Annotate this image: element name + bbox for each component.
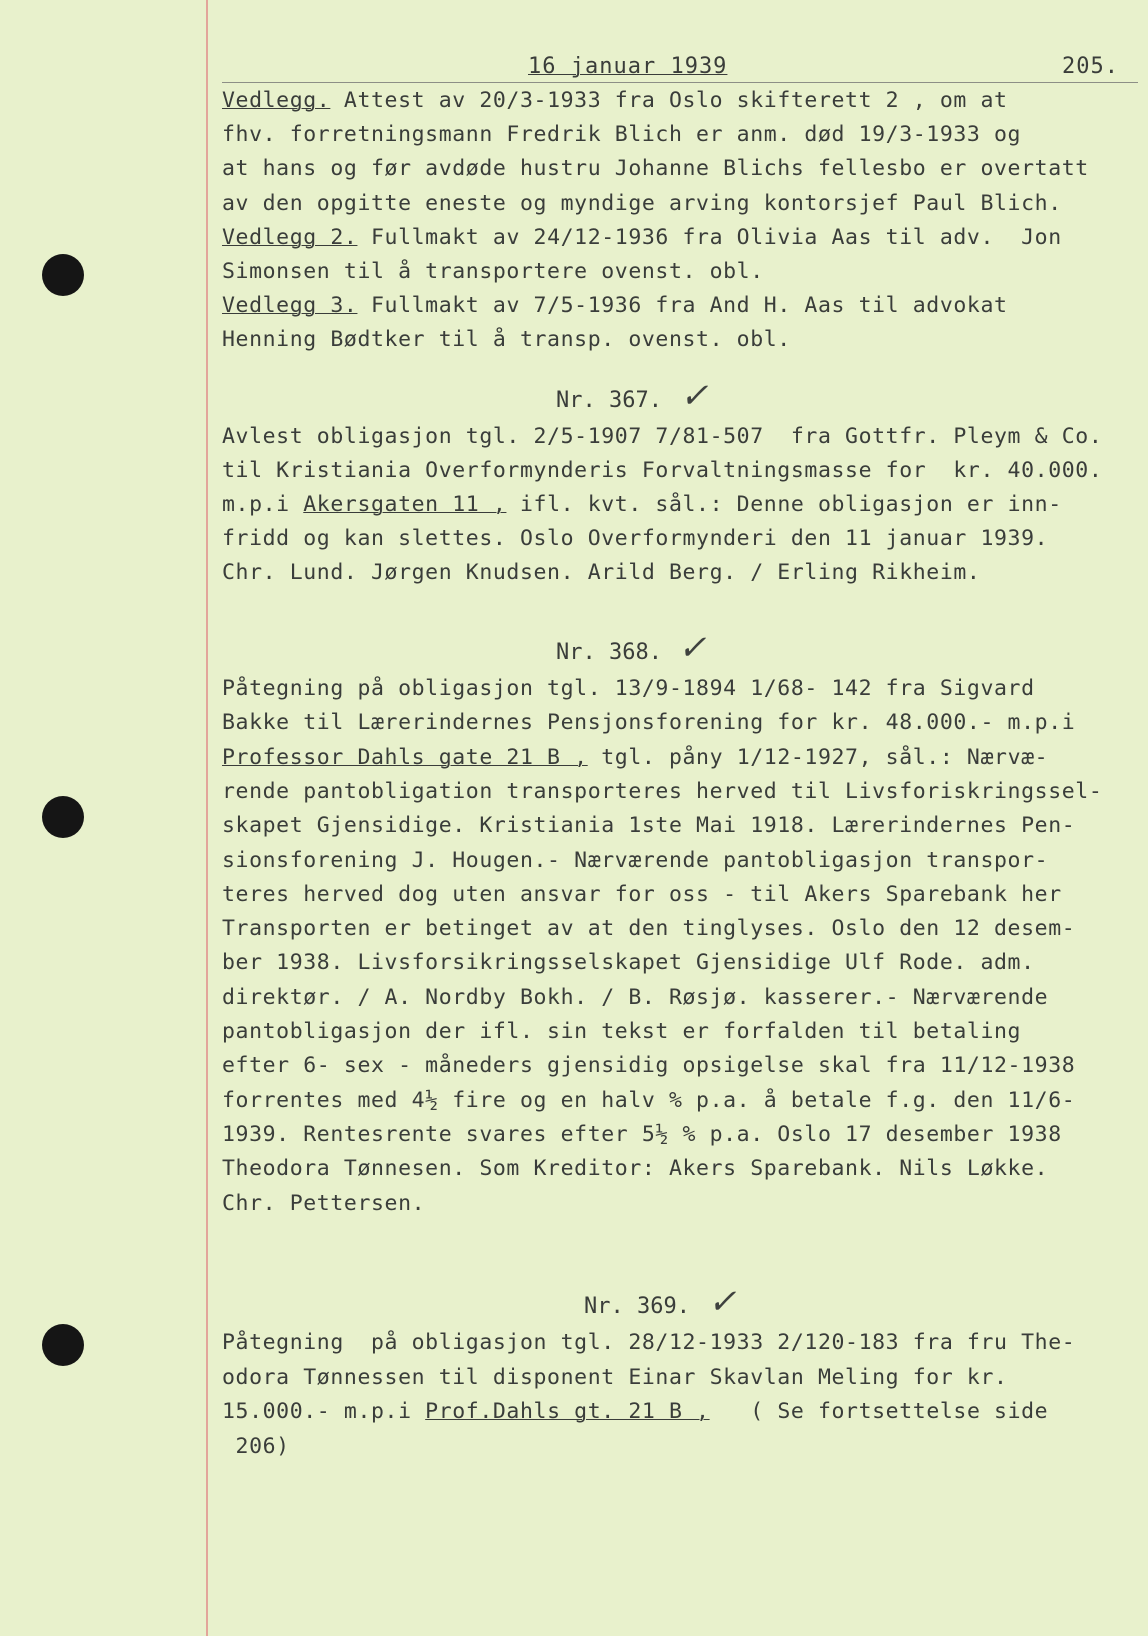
text-line — [222, 1019, 1132, 1044]
text-span: Theodora Tønnesen. Som Kreditor: Akers Sparebank. Nils Løkke. — [222, 1156, 1049, 1182]
text-line — [222, 560, 1132, 585]
binder-hole — [42, 254, 84, 296]
text-line — [222, 88, 1132, 113]
text-line — [222, 293, 1132, 318]
text-span: m.p.i — [222, 492, 304, 517]
text-line — [222, 779, 1132, 804]
underlined-text: Professor Dahls gate 21 B , — [222, 744, 588, 770]
text-line — [222, 1122, 1132, 1147]
text-line — [222, 1191, 1132, 1216]
text-span: Chr. Pettersen. — [222, 1190, 426, 1216]
checkmark-icon: ✓ — [708, 1282, 737, 1322]
text-line — [222, 424, 1132, 449]
text-line — [222, 191, 1132, 216]
entry-heading: Nr. 367. — [556, 388, 662, 413]
text-span: Påtegning på obligasjon tgl. 28/12-1933 2/120-183 fra fru The- — [222, 1330, 1076, 1355]
text-span: skapet Gjensidige. Kristiania 1ste Mai 1918. Lærerindernes Pen- — [222, 813, 1076, 839]
checkmark-icon: ✓ — [678, 628, 707, 668]
text-span: av den opgitte eneste og myndige arving kontorsjef Paul Blich. — [222, 190, 1062, 216]
text-line — [222, 327, 1132, 352]
text-span: pantobligasjon der ifl. sin tekst er forfalden til betaling — [222, 1019, 1022, 1044]
text-line — [222, 985, 1132, 1010]
entry-heading: Nr. 368. — [556, 640, 662, 665]
text-line — [222, 950, 1132, 975]
text-span: 15.000.- m.p.i — [222, 1399, 426, 1424]
text-span: Påtegning på obligasjon tgl. 13/9-1894 1/68- 142 fra Sigvard — [222, 676, 1035, 701]
text-span: odora Tønnessen til disponent Einar Skavlan Meling for kr. — [222, 1364, 1008, 1390]
text-line — [222, 1330, 1132, 1355]
text-line — [222, 1434, 1132, 1459]
text-line — [222, 156, 1132, 181]
text-span: Simonsen til å transportere ovenst. obl. — [222, 259, 764, 284]
text-span: Attest av 20/3-1933 fra Oslo skifterett 2 , om at — [330, 88, 1008, 113]
text-line — [222, 1053, 1132, 1078]
text-line — [222, 882, 1132, 907]
text-line — [222, 813, 1132, 838]
text-span: Transporten er betinget av at den tinglyses. Oslo den 12 desem- — [222, 916, 1076, 942]
text-line — [222, 225, 1132, 250]
text-line — [222, 745, 1132, 770]
binder-hole — [42, 796, 84, 838]
text-span: til Kristiania Overformynderis Forvaltningsmasse for kr. 40.000. — [222, 458, 1103, 483]
text-line — [222, 1088, 1132, 1113]
text-line — [222, 122, 1132, 147]
text-span: at hans og før avdøde hustru Johanne Blichs fellesbo er overtatt — [222, 156, 1089, 182]
underlined-text: Vedlegg. — [222, 88, 331, 113]
header-rule — [222, 82, 1138, 83]
text-span: ifl. kvt. sål.: Denne obligasjon er inn- — [506, 492, 1062, 517]
text-span: efter 6- sex - måneders gjensidig opsigelse skal fra 11/12-1938 — [222, 1053, 1076, 1079]
underlined-text: Akersgaten 11 , — [303, 492, 507, 517]
underlined-text: Prof.Dahls gt. 21 B , — [425, 1399, 710, 1424]
text-span: tgl. påny 1/12-1927, sål.: Nærvæ- — [587, 744, 1049, 770]
text-line — [222, 458, 1132, 483]
entry-heading: Nr. 369. — [584, 1294, 690, 1319]
binder-hole — [42, 1324, 84, 1366]
text-span: 206) — [222, 1433, 290, 1459]
underlined-text: Vedlegg 3. — [222, 293, 358, 319]
text-span: teres herved dog uten ansvar for oss - til Akers Sparebank her — [222, 881, 1062, 907]
text-span: Henning Bødtker til å transp. ovenst. obl. — [222, 327, 791, 353]
text-span: Fullmakt av 24/12-1936 fra Olivia Aas til adv. Jon — [357, 224, 1062, 250]
text-span: sionsforening J. Hougen.- Nærværende pantobligasjon transpor- — [222, 847, 1049, 873]
text-span: rende pantobligation transporteres herved til Livsforiskringssel- — [222, 778, 1103, 804]
text-line — [222, 676, 1132, 701]
checkmark-icon: ✓ — [680, 376, 709, 416]
text-line — [222, 259, 1132, 284]
text-span: ber 1938. Livsforsikringsselskapet Gjensidige Ulf Rode. adm. — [222, 950, 1035, 976]
text-span: ( Se fortsettelse side — [709, 1399, 1049, 1424]
text-span: direktør. / A. Nordby Bokh. / B. Røsjø. kasserer.- Nærværende — [222, 984, 1049, 1010]
margin-line — [206, 0, 208, 1636]
text-line — [222, 710, 1132, 735]
text-line — [222, 1156, 1132, 1181]
text-span: fridd og kan slettes. Oslo Overformynderi den 11 januar 1939. — [222, 526, 1049, 551]
text-span: forrentes med 4½ fire og en halv % p.a. å betale f.g. den 11/6- — [222, 1087, 1076, 1113]
text-span: Avlest obligasjon tgl. 2/5-1907 7/81-507 fra Gottfr. Pleym & Co. — [222, 424, 1103, 449]
text-line — [222, 848, 1132, 873]
page-number: 205. — [1062, 54, 1119, 79]
text-line — [222, 492, 1132, 517]
text-line — [222, 1399, 1132, 1424]
text-line — [222, 1365, 1132, 1390]
text-span: Fullmakt av 7/5-1936 fra And H. Aas til advokat — [357, 293, 1008, 319]
text-span: Chr. Lund. Jørgen Knudsen. Arild Berg. / Erling Rikheim. — [222, 560, 981, 585]
text-line — [222, 526, 1132, 551]
underlined-text: Vedlegg 2. — [222, 224, 358, 250]
text-span: Bakke til Lærerindernes Pensjonsforening for kr. 48.000.- m.p.i — [222, 710, 1076, 736]
text-span: 1939. Rentesrente svares efter 5½ % p.a. Oslo 17 desember 1938 — [222, 1121, 1062, 1147]
text-line — [222, 916, 1132, 941]
text-span: fhv. forretningsmann Fredrik Blich er anm. død 19/3-1933 og — [222, 122, 1022, 148]
page-date: 16 januar 1939 — [528, 54, 728, 79]
